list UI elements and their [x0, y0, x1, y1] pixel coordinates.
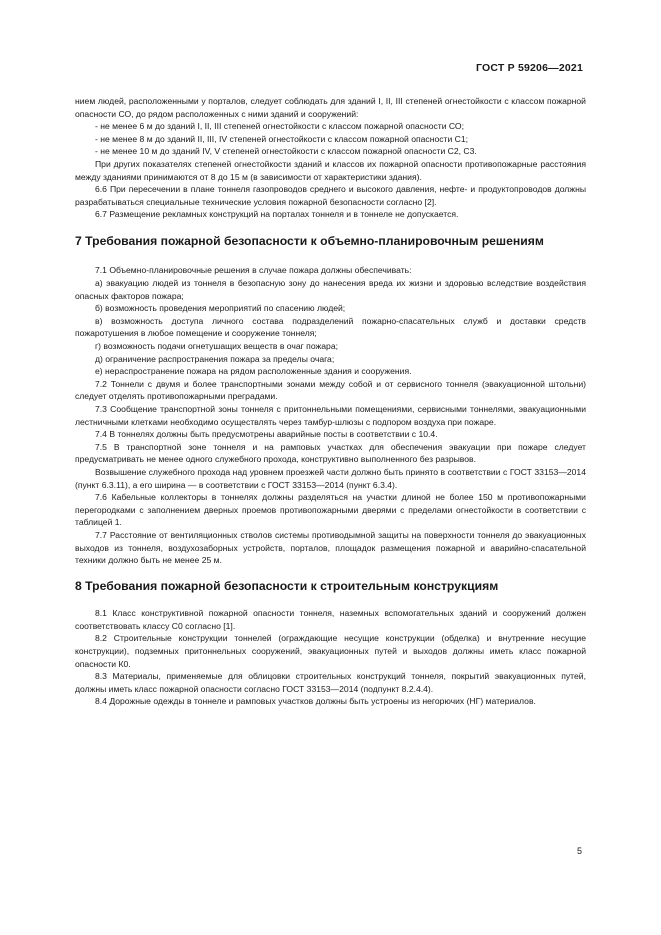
clause-7-7: 7.7 Расстояние от вентиляционных стволов системы противодымной защиты на поверхности тоннеля до эвакуационных выходов из тоннеля, воздухозаборных устройств, порталов, площадок размещения пожарной и аварийно-спасательной техники должно быть не менее 25 м. — [75, 529, 586, 566]
clause-8-2: 8.2 Строительные конструкции тоннелей (ограждающие несущие конструкции (обделка) и внутренние несущие конструкции), подземных притоннельных сооружений, эвакуационных путей и выходов должны иметь класс пожарной опасности К0. — [75, 633, 586, 669]
clause-7-6: 7.6 Кабельные коллекторы в тоннелях должны разделяться на участки длиной не более 150 м противопожарными перегородками с заполнением дверных проемов противопожарными дверями с пределами огнестойкости в соответствии с таблицей 1. — [75, 492, 586, 528]
clause-7-2: 7.2 Тоннели с двумя и более транспортными зонами между собой и от сервисного тоннеля (эвакуационной штольни) следует отделять противопожарными преградами. — [75, 378, 586, 402]
clause-8-4: 8.4 Дорожные одежды в тоннеле и рамповых участков должны быть устроены из негорючих (НГ) материалов. — [95, 696, 536, 707]
clause-6-6: 6.6 При пересечении в плане тоннеля газопроводов среднего и высокого давления, нефте- и продуктопроводов должны разрабатываться специальные технические условия пожарной безопасности согласно [2]. — [75, 184, 586, 207]
list-item-e: е) нераспространение пожара на рядом расположенные здания и сооружения. — [95, 366, 412, 377]
document-body — [75, 95, 586, 708]
document-code: ГОСТ Р 59206—2021 — [475, 62, 583, 74]
list-item-v: в) возможность доступа личного состава подразделений пожарно-спасательных служб и доставки средств пожаротушения в любое помещение и сооружение тоннеля; — [75, 315, 586, 339]
page-number: 5 — [576, 846, 582, 856]
section-8-heading: 8 Требования пожарной безопасности к строительным конструкциям — [75, 578, 499, 593]
intro-paragraph: нием людей, расположенными у порталов, следует соблюдать для зданий I, II, III степеней огнестойкости с классом пожарной опасности СО, до рядом расположенных с ними зданий и сооружений: — [75, 96, 586, 119]
list-item: - не менее 8 м до зданий II, III, IV степеней огнестойкости с классом пожарной опасности С1; — [95, 133, 469, 144]
clause-7-5-continued: Возвышение служебного прохода над уровнем проезжей части должно быть принято в соответствии с ГОСТ 33153—2014 (пункт 6.3.11), а его ширина — в соответствии с ГОСТ 33153—2014 (пункт 6.3.4). — [75, 466, 586, 490]
clause-8-1: 8.1 Класс конструктивной пожарной опасности тоннеля, наземных вспомогательных зданий и сооружений должен соответствовать классу С0 согласно [1]. — [75, 608, 586, 631]
list-item-g: г) возможность подачи огнетушащих веществ в очаг пожара; — [95, 341, 338, 351]
clause-7-4: 7.4 В тоннелях должны быть предусмотрены аварийные посты в соответствии с 10.4. — [95, 429, 438, 440]
clause-7-5: 7.5 В транспортной зоне тоннеля и на рамповых участках для обеспечения эвакуации при пожаре следует предусматривать не менее одного служебного прохода, конструктивно выполненного без разрывов. — [75, 441, 586, 465]
list-item-a: а) эвакуацию людей из тоннеля в безопасную зону до нанесения вреда их жизни и здоровью вследствие воздействия опасных факторов пожара; — [75, 278, 586, 301]
list-item-b: б) возможность проведения мероприятий по спасению людей; — [95, 303, 346, 314]
paragraph: При других показателях степеней огнестойкости зданий и классов их пожарной опасности противопожарные расстояния между зданиями принимаются от 8 до 15 м (в зависимости от характеристики здания). — [75, 158, 586, 182]
clause-7-1: 7.1 Объемно-планировочные решения в случае пожара должны обеспечивать: — [95, 265, 412, 276]
section-7-heading: 7 Требования пожарной безопасности к объемно-планировочным решениям — [75, 233, 544, 248]
clause-6-7: 6.7 Размещение рекламных конструкций на порталах тоннеля и в тоннеле не допускается. — [95, 209, 459, 220]
clause-8-3: 8.3 Материалы, применяемые для облицовки строительных конструкций тоннеля, покрытий эвакуационных путей, должны иметь класс пожарной опасности согласно ГОСТ 33153—2014 (подпункт 8.2.4.4). — [75, 671, 586, 694]
list-item-d: д) ограничение распространения пожара за пределы очага; — [95, 353, 335, 364]
list-item: - не менее 10 м до зданий IV, V степеней огнестойкости с классом пожарной опасности С2, С3. — [95, 146, 477, 157]
clause-7-3: 7.3 Сообщение транспортной зоны тоннеля с притоннельными помещениями, сервисными тоннелями, эвакуационными лестничными клетками необходимо осуществлять через тамбур-шлюзы с подпором воздуха при пожаре. — [75, 403, 586, 427]
list-item: - не менее 6 м до зданий I, II, III степеней огнестойкости с классом пожарной опасности СО; — [95, 121, 465, 132]
